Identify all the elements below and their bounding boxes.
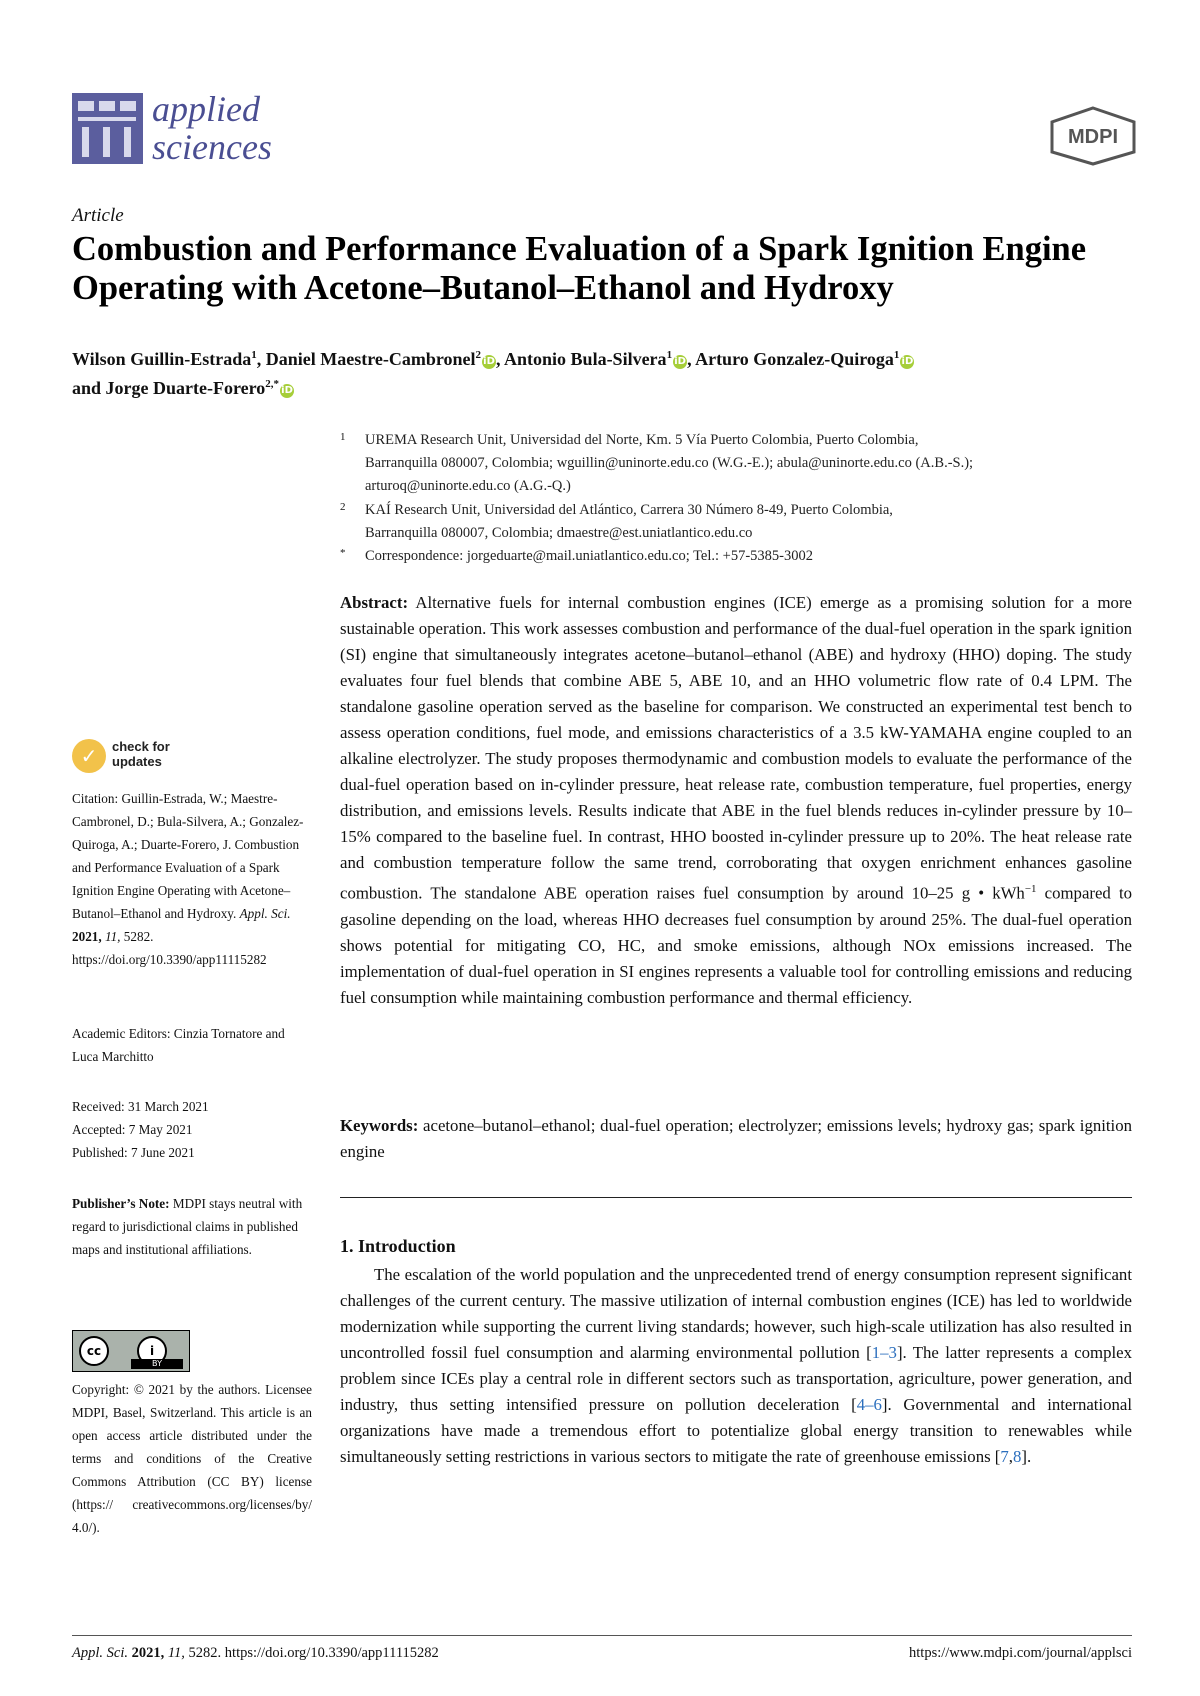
published-date: Published: 7 June 2021 [72, 1145, 195, 1160]
author-2: Daniel Maestre-Cambronel$^2$iD, [265, 349, 505, 369]
orcid-icon[interactable]: iD [281, 385, 293, 396]
footer-divider [72, 1635, 1132, 1636]
abstract: Abstract: Alternative fuels for internal combustion engines (ICE) emerge as a promising solution for a more sustainable operation. This work assesses combustion and performance of the dual-fuel operation in the spark ignition (SI) engine that simultaneously integrates acetone–butanol–ethanol (ABE) and hydroxy (HHO) doping. The study evaluates four fuel blends that combine ABE 5, ABE 10, and an HHO volumetric flow rate of 0.4 LPM. The standalone gasoline operation served as the baseline for comparison. We constructed an experimental test bench to assess operation conditions, fuel mode, and emissions characteristics of a 3.5 kW-YAMAHA engine coupled to an alkaline electrolyzer. The study proposes thermodynamic and combustion models to evaluate the performance of the dual-fuel operation based on in-cylinder pressure, heat release rate, combustion temperature, fuel properties, energy distribution, and emissions levels. Results indicate that ABE in the fuel blends reduces in-cylinder pressure by 10–15% compared to the baseline fuel. In contrast, HHO boosted in-cylinder pressure up to 20%. The heat release rate and combustion temperature follow the same trend, corroborating that oxygen enrichment enhances gasoline combustion. The standalone ABE operation raises fuel consumption by around 10–25 g • kWh$^{-1}$ compared to gasoline depending on the load, whereas HHO decreases fuel consumption by around 25%. The dual-fuel operation shows potential for mitigating CO, HC, and smoke emissions, although NOx emissions increased. The implementation of dual-fuel operation in SI engines represents a valuable tool for controlling emissions and reducing fuel consumption while maintaining combustion performance and thermal efficiency. [340, 593, 1132, 1007]
author-4: Arturo Gonzalez-Quiroga$^1$iD [695, 349, 914, 369]
author-1: Wilson Guillin-Estrada$^1$, [72, 349, 266, 369]
received-date: Received: 31 March 2021 [72, 1099, 209, 1114]
author-3: Antonio Bula-Silvera$^1$iD, [504, 349, 696, 369]
author-5: and Jorge Duarte-Forero$^{2,*}$iD [72, 378, 293, 398]
citation-ref-link[interactable]: 7 [1000, 1447, 1009, 1466]
publisher-note: Publisher’s Note: MDPI stays neutral with regard to jurisdictional claims in published maps and institutional affiliations. [72, 1196, 303, 1257]
keywords: Keywords: acetone–butanol–ethanol; dual-fuel operation; electrolyzer; emissions levels; hydroxy gas; spark ignition engine [340, 1116, 1132, 1161]
affiliation-2: KAÍ Research Unit, Universidad del Atlántico, Carrera 30 Número 8-49, Puerto Colombia, Barranquilla 080007, Colombia; dmaestre@est.uniatlantico.edu.co [365, 502, 893, 541]
affiliation-marker-2: 2 [340, 501, 346, 513]
academic-editors: Academic Editors: Cinzia Tornatore and Luca Marchitto [72, 1026, 285, 1064]
mdpi-logo-icon[interactable] [1048, 106, 1138, 166]
mdpi-logo-text: MDPI [1068, 126, 1118, 148]
correspondence: Correspondence: jorgeduarte@mail.uniatlantico.edu.co; Tel.: +57-5385-3002 [365, 548, 814, 564]
affiliation-marker-1: 1 [340, 431, 346, 443]
orcid-icon[interactable]: iD [674, 356, 686, 367]
journal-name-line2: sciences [152, 127, 272, 167]
citation-doi-link[interactable]: https://doi.org/10.3390/app11115282 [72, 952, 267, 967]
accepted-date: Accepted: 7 May 2021 [72, 1122, 193, 1137]
article-type: Article [72, 205, 124, 226]
cc-by-license-icon[interactable]: cc i BY [72, 1330, 190, 1372]
citation-ref-link[interactable]: 8 [1013, 1447, 1022, 1466]
footer-citation: Appl. Sci. 2021, 11, 5282. https://doi.org/10.3390/app11115282 [72, 1645, 439, 1661]
journal-name [152, 90, 272, 166]
citation: Citation: Guillin-Estrada, W.; Maestre-Cambronel, D.; Bula-Silvera, A.; Gonzalez-Quiroga, A.; Duarte-Forero, J. Combustion and Performance Evaluation of a Spark Ignition Engine Operating with Acetone–Butanol–Ethanol and Hydroxy. Appl. Sci. 2021, 11, 5282. https://doi.org/10.3390/app11115282 [72, 791, 304, 967]
citation-ref-link[interactable]: 1–3 [871, 1343, 897, 1362]
copyright: Copyright: © 2021 by the authors. Licensee MDPI, Basel, Switzerland. This article is an open access article distributed under the terms and conditions of the Creative Commons Attribution (CC BY) license (https:// creativecommons.org/licenses/by/ 4.0/). [72, 1382, 312, 1535]
footer-journal-url[interactable]: https://www.mdpi.com/journal/applsci [909, 1645, 1132, 1661]
introduction-paragraph: The escalation of the world population and the unprecedented trend of energy consumption represent significant challenges of the current century. The massive utilization of internal combustion engines (ICE) has led to worldwide modernization while supporting the current living standards; however, such high-scale utilization has also resulted in uncontrolled fossil fuel consumption and alarming environmental pollution [1–3]. The latter represents a complex problem since ICEs play a central role in different sectors such as transportation, agriculture, power generation, and industry, thus setting intensified pressure on pollution deceleration [4–6]. Governmental and international organizations have made a tremendous effort to potentialize global energy transition to renewables while simultaneously setting restrictions in various sectors to mitigate the rate of greenhouse emissions [7,8]. [340, 1265, 1132, 1466]
correspondence-marker: * [340, 547, 346, 559]
abstract-divider [340, 1197, 1132, 1198]
author-list [72, 343, 1152, 401]
section-heading-introduction: 1. Introduction [340, 1236, 456, 1256]
citation-ref-link[interactable]: 4–6 [856, 1395, 882, 1414]
journal-name-line1: applied [152, 89, 260, 129]
journal-logo-icon [72, 93, 143, 164]
orcid-icon[interactable]: iD [901, 356, 914, 367]
paper-title: Combustion and Performance Evaluation of a Spark Ignition Engine Operating with Acetone–Butanol–Ethanol and Hydroxy [72, 230, 1087, 307]
publication-dates [72, 1095, 312, 1164]
affiliation-1: UREMA Research Unit, Universidad del Norte, Km. 5 Vía Puerto Colombia, Puerto Colombia, Barranquilla 080007, Colombia; wguillin@uninorte.edu.co (W.G.-E.); abula@uninorte.edu.co (A.B.-S.); arturoq@uninorte.edu.co (A.G.-Q.) [365, 432, 974, 494]
keywords-label: Keywords: [340, 1116, 419, 1135]
abstract-label: Abstract: [340, 593, 409, 612]
check-for-updates-button[interactable]: ✓ check for updates [72, 737, 272, 781]
check-updates-icon: ✓ [72, 739, 106, 773]
orcid-icon[interactable]: iD [483, 356, 495, 367]
